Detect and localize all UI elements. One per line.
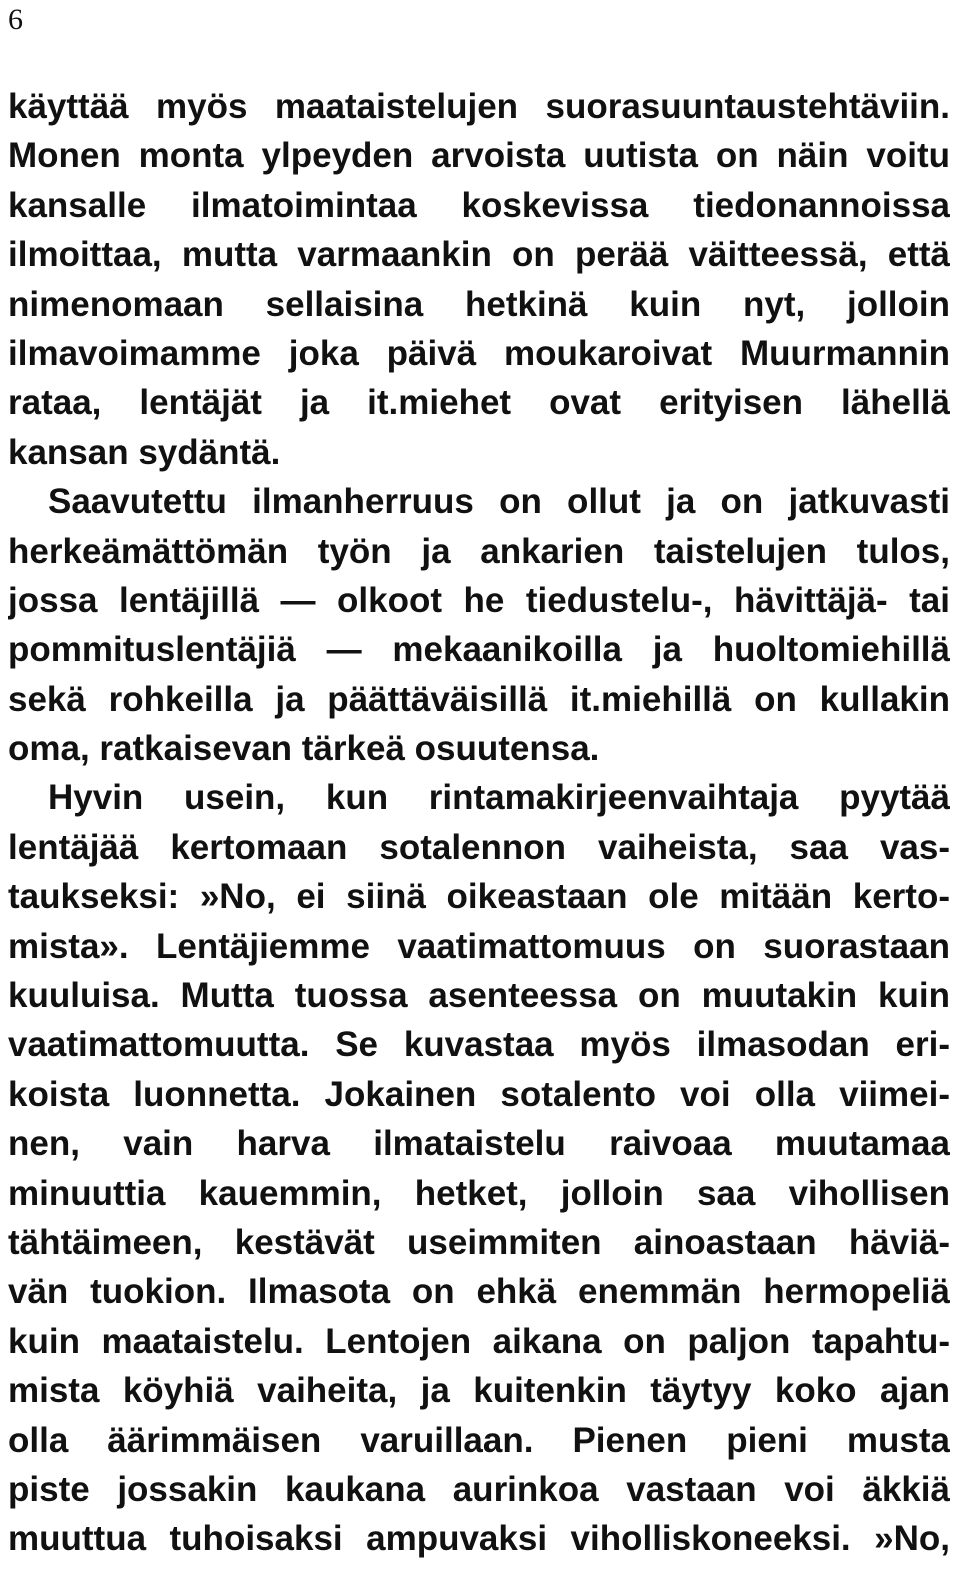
text-line: rataa, lentäjät ja it.miehet ovat erityisen lähellä — [8, 383, 950, 423]
page-number: 6 — [8, 3, 23, 36]
body-text — [8, 82, 950, 1564]
text-line: vän tuokion. Ilmasota on ehkä enemmän hermopeliä — [8, 1272, 950, 1312]
text-line: kuin maataistelu. Lentojen aikana on paljon tapahtu- — [8, 1321, 950, 1361]
text-line: koista luonnetta. Jokainen sotalento voi olla viimei- — [8, 1074, 950, 1114]
text-line: lentäjää kertomaan sotalennon vaiheista, saa vas- — [8, 827, 950, 867]
text-line: minuuttia kauemmin, hetket, jolloin saa vihollisen — [8, 1173, 950, 1213]
text-line: Saavutettu ilmanherruus on ollut ja on jatkuvasti — [48, 482, 950, 522]
text-line: nimenomaan sellaisina hetkinä kuin nyt, jolloin — [8, 284, 950, 324]
text-line: kuuluisa. Mutta tuossa asenteessa on muutakin kuin — [8, 976, 950, 1016]
text-line: pommituslentäjiä — mekaanikoilla ja huoltomiehillä — [8, 630, 950, 670]
text-line: mista». Lentäjiemme vaatimattomuus on suorastaan — [8, 926, 950, 966]
text-line: Hyvin usein, kun rintamakirjeenvaihtaja pyytää — [48, 778, 950, 818]
text-line: kansalle ilmatoimintaa koskevissa tiedonannoissa — [8, 185, 950, 225]
text-line: käyttää myös maataistelujen suorasuuntaustehtäviin. — [8, 87, 950, 126]
text-line: Monen monta ylpeyden arvoista uutista on näin voitu — [8, 136, 950, 176]
text-line: oma, ratkaisevan tärkeä osuutensa. — [8, 729, 600, 769]
text-line: tähtäimeen, kestävät useimmiten ainoastaan häviä- — [8, 1222, 950, 1262]
text-line: vaatimattomuutta. Se kuvastaa myös ilmasodan eri- — [8, 1025, 950, 1065]
text-line: sekä rohkeilla ja päättäväisillä it.miehillä on kullakin — [8, 679, 950, 719]
text-line: piste jossakin kaukana aurinkoa vastaan voi äkkiä — [8, 1469, 950, 1509]
text-line: herkeämättömän työn ja ankarien taistelujen tulos, — [8, 531, 950, 571]
text-line: kansan sydäntä. — [8, 432, 281, 472]
text-line: mista köyhiä vaiheita, ja kuitenkin täytyy koko ajan — [8, 1371, 950, 1411]
text-line: ilmoittaa, mutta varmaankin on perää väitteessä, että — [8, 235, 950, 275]
text-line: ilmavoimamme joka päivä moukaroivat Muurmannin — [8, 333, 950, 373]
text-line: taukseksi: »No, ei siinä oikeastaan ole mitään kerto- — [8, 877, 950, 917]
text-line: muuttua tuhoisaksi ampuvaksi viholliskoneeksi. »No, — [8, 1519, 950, 1559]
text-line: nen, vain harva ilmataistelu raivoaa muutamaa — [8, 1124, 950, 1164]
text-line: jossa lentäjillä — olkoot he tiedustelu-, hävittäjä- tai — [8, 580, 950, 620]
text-line: olla äärimmäisen varuillaan. Pienen pieni musta — [8, 1420, 950, 1460]
